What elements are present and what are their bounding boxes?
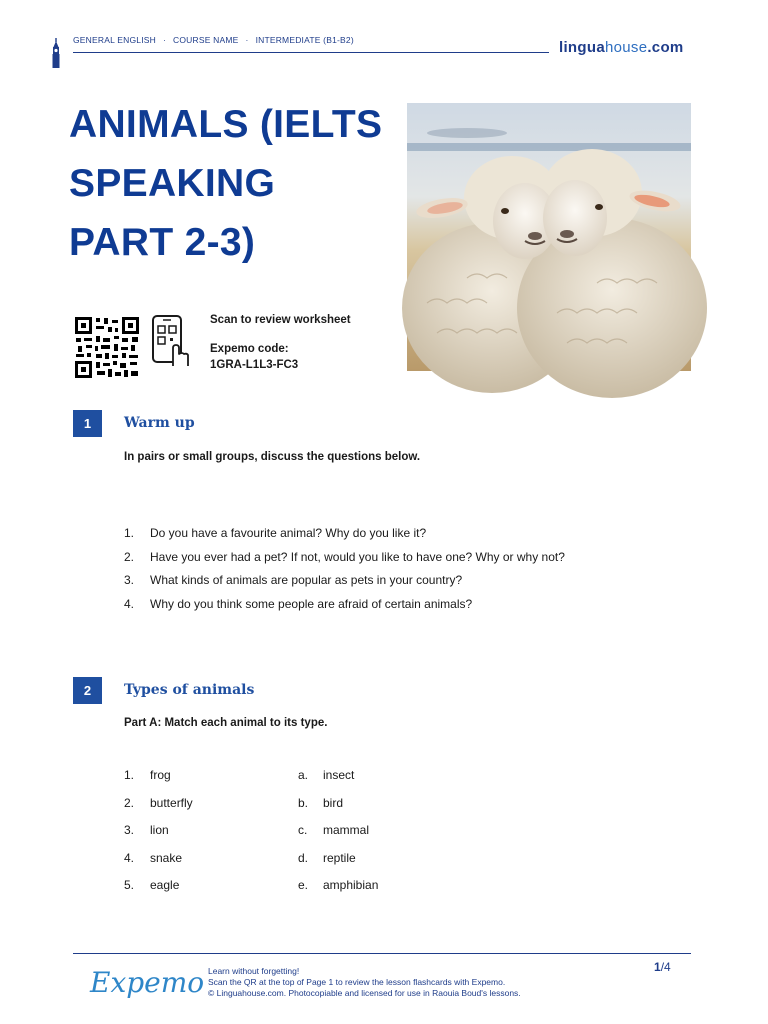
footer-tagline: Learn without forgetting! (208, 966, 300, 976)
animal-word: butterfly (150, 795, 193, 810)
scan-instruction: Scan to review worksheet (210, 314, 351, 326)
animal-type: reptile (323, 850, 356, 865)
section-instruction: Part A: Match each animal to its type. (124, 717, 328, 729)
breadcrumb-item: GENERAL ENGLISH (73, 35, 156, 45)
animal-word: snake (150, 850, 183, 865)
brand-logo[interactable] (559, 39, 684, 56)
page-total: /4 (660, 960, 671, 974)
item-number: 4. (124, 850, 135, 865)
list-item-text: Why do you think some people are afraid of certain animals? (150, 596, 473, 611)
list-item-number: 4. (124, 596, 135, 611)
big-ben-icon (51, 38, 61, 68)
section-instruction: In pairs or small groups, discuss the questions below. (124, 451, 421, 463)
section-title: Types of animals (124, 682, 255, 698)
animal-type: amphibian (323, 878, 379, 892)
header-divider (73, 52, 549, 53)
list-item-text: Have you ever had a pet? If not, would you like to have one? Why or why not? (150, 549, 565, 564)
phone-scan-icon (151, 314, 191, 372)
page-title (69, 95, 399, 272)
list-item-text: What kinds of animals are popular as pets in your country? (150, 573, 463, 587)
brand-logo-part: lingua (559, 39, 605, 56)
footer-copyright: © Linguahouse.com. Photocopiable and licensed for use in Raouia Boud's lessons. (208, 988, 521, 998)
animal-word: eagle (150, 878, 180, 892)
expemo-logo[interactable] (88, 962, 205, 1008)
list-item-number: 1. (124, 526, 135, 540)
item-number: 5. (124, 878, 135, 892)
sheep-photo (407, 103, 691, 371)
footer-instruction: Scan the QR at the top of Page 1 to review the lesson flashcards with Expemo. (208, 977, 506, 987)
title-line: PART 2-3) (69, 221, 256, 264)
item-number: 1. (124, 768, 135, 782)
expemo-code-value: 1GRA-L1L3-FC3 (210, 359, 299, 371)
item-number: 2. (124, 795, 135, 810)
option-letter: e. (298, 878, 309, 892)
footer-text (208, 966, 521, 999)
section-title: Warm up (124, 415, 195, 431)
animal-type: mammal (323, 823, 370, 837)
option-letter: d. (298, 850, 309, 865)
section-number-badge: 2 (73, 677, 102, 704)
animal-type: bird (323, 795, 344, 810)
list-item (124, 572, 565, 588)
list-item (124, 596, 565, 612)
list-item-number: 2. (124, 549, 135, 564)
qr-code-icon (74, 316, 140, 379)
brand-logo-part: house (604, 39, 648, 56)
breadcrumb-separator: · (245, 35, 249, 45)
page-current: 1 (654, 960, 661, 974)
question-list (124, 525, 565, 619)
expemo-logo-text: Expemo (90, 966, 205, 999)
breadcrumb-item: COURSE NAME (173, 35, 239, 45)
page-number (654, 960, 671, 974)
list-item (124, 549, 565, 565)
footer-divider (73, 953, 691, 954)
item-number: 3. (124, 823, 135, 837)
breadcrumb-item: INTERMEDIATE (B1-B2) (255, 35, 354, 45)
brand-logo-part: .com (647, 39, 684, 56)
animal-word: lion (150, 823, 169, 837)
animal-word: frog (150, 768, 171, 782)
option-letter: b. (298, 795, 309, 810)
section-number-badge: 1 (73, 410, 102, 437)
breadcrumb-separator: · (163, 35, 167, 45)
animal-type: insect (323, 768, 355, 782)
title-line: SPEAKING (69, 162, 276, 205)
option-letter: c. (298, 823, 308, 837)
list-item-text: Do you have a favourite animal? Why do you like it? (150, 526, 427, 540)
option-letter: a. (298, 768, 309, 782)
expemo-code-label: Expemo code: (210, 343, 289, 355)
title-line: ANIMALS (IELTS (69, 103, 383, 146)
list-item (124, 525, 565, 541)
list-item-number: 3. (124, 573, 135, 587)
breadcrumb (73, 35, 354, 45)
